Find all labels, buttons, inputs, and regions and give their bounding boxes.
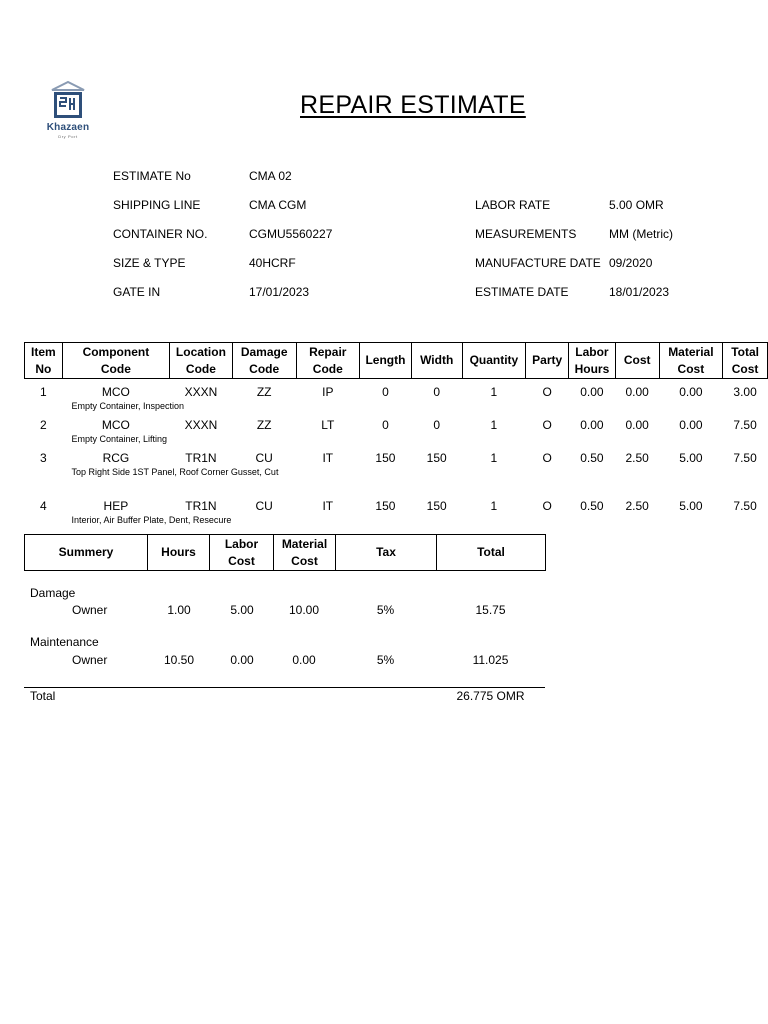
summary-header-total: Total	[437, 535, 546, 571]
length: 150	[375, 451, 396, 465]
items-header-row	[25, 343, 768, 379]
col-header-width: Width	[411, 343, 462, 379]
repair-code: LT	[321, 418, 335, 432]
repair-code: IP	[322, 385, 334, 399]
item-description-row	[25, 434, 768, 445]
material-cost: 5.00	[679, 451, 703, 465]
party: O	[542, 451, 552, 465]
item-no: 3	[40, 451, 47, 465]
grand-total-label: Total	[30, 689, 56, 703]
summary-category-maintenance: Maintenance	[30, 635, 99, 649]
width: 150	[426, 499, 447, 513]
labor-hours: 0.50	[580, 451, 604, 465]
size-type-value: 40HCRF	[249, 256, 296, 270]
repair-code: IT	[322, 451, 334, 465]
cost: 0.00	[625, 418, 649, 432]
summary-header-material-cost: Material Cost	[274, 535, 336, 571]
col-header-total-cost: Total Cost	[723, 343, 768, 379]
width: 0	[433, 385, 441, 399]
damage-code: ZZ	[256, 418, 272, 432]
total-divider	[24, 687, 545, 688]
col-header-length: Length	[360, 343, 412, 379]
damage-code: ZZ	[256, 385, 272, 399]
damage-code: CU	[255, 451, 273, 465]
total-cost: 3.00	[733, 385, 757, 399]
labor-rate-label: LABOR RATE	[475, 198, 551, 212]
labor-rate-value: 5.00 OMR	[609, 198, 664, 212]
container-no-value: CGMU5560227	[249, 227, 333, 241]
component-code: MCO	[101, 385, 130, 399]
item-no: 2	[40, 418, 47, 432]
table-row	[25, 412, 768, 434]
col-header-component-code: Component Code	[62, 343, 169, 379]
material-cost: 5.00	[679, 499, 703, 513]
col-header-labor-hours: Labor Hours	[569, 343, 616, 379]
width: 0	[433, 418, 441, 432]
cost: 2.50	[625, 499, 649, 513]
warehouse-logo-icon	[48, 80, 88, 122]
manufacture-date-value: 09/2020	[609, 256, 653, 270]
component-code: HEP	[103, 499, 129, 513]
estimate-date-label: ESTIMATE DATE	[475, 285, 569, 299]
width: 150	[426, 451, 447, 465]
estimate-no-label: ESTIMATE No	[113, 169, 191, 183]
summary-material-cost: 10.00	[288, 603, 320, 617]
summary-hours: 1.00	[167, 603, 191, 617]
table-row	[25, 493, 768, 515]
summary-labor-cost: 0.00	[230, 653, 254, 667]
material-cost: 0.00	[679, 385, 703, 399]
item-description-row	[25, 467, 768, 493]
col-header-cost: Cost	[615, 343, 659, 379]
estimate-no-value: CMA 02	[249, 169, 292, 183]
col-header-material-cost: Material Cost	[659, 343, 723, 379]
item-description: Empty Container, Inspection	[71, 401, 185, 411]
size-type-label: SIZE & TYPE	[113, 256, 186, 270]
length: 0	[382, 385, 389, 399]
col-header-item-no: Item No	[25, 343, 63, 379]
item-description: Interior, Air Buffer Plate, Dent, Resecure	[71, 515, 232, 525]
labor-hours: 0.00	[580, 385, 604, 399]
measurements-label: MEASUREMENTS	[475, 227, 577, 241]
summary-material-cost: 0.00	[292, 653, 316, 667]
location-code: XXXN	[184, 418, 218, 432]
summary-header-hours: Hours	[148, 535, 210, 571]
summary-category-damage: Damage	[30, 586, 76, 600]
col-header-party: Party	[526, 343, 569, 379]
grand-total-value: 26.775 OMR	[456, 689, 525, 703]
summary-labor-cost: 5.00	[230, 603, 254, 617]
manufacture-date-label: MANUFACTURE DATE	[475, 256, 601, 270]
table-row	[25, 379, 768, 402]
summary-total: 11.025	[472, 653, 509, 667]
gate-in-label: GATE IN	[113, 285, 161, 299]
labor-hours: 0.50	[580, 499, 604, 513]
item-no: 4	[40, 499, 47, 513]
length: 0	[382, 418, 389, 432]
location-code: XXXN	[184, 385, 218, 399]
party: O	[542, 385, 552, 399]
summary-hours: 10.50	[163, 653, 195, 667]
total-cost: 7.50	[733, 418, 757, 432]
shipping-line-label: SHIPPING LINE	[113, 198, 201, 212]
summary-tax: 5%	[376, 603, 395, 617]
container-no-label: CONTAINER NO.	[113, 227, 208, 241]
summary-total: 15.75	[475, 603, 506, 617]
material-cost: 0.00	[679, 418, 703, 432]
repair-items-table	[24, 342, 768, 526]
logo-name: Khazaen	[46, 122, 90, 133]
company-logo	[40, 80, 96, 142]
col-header-damage-code: Damage Code	[232, 343, 296, 379]
item-description: Top Right Side 1ST Panel, Roof Corner Gusset, Cut	[71, 467, 279, 477]
component-code: RCG	[102, 451, 130, 465]
page-title: REPAIR ESTIMATE	[300, 91, 526, 119]
quantity: 1	[490, 499, 498, 513]
logo-subtitle: Dry Port	[58, 134, 78, 139]
location-code: TR1N	[185, 451, 217, 465]
measurements-value: MM (Metric)	[609, 227, 673, 241]
quantity: 1	[490, 451, 498, 465]
repair-code: IT	[322, 499, 334, 513]
cost: 2.50	[625, 451, 649, 465]
quantity: 1	[490, 385, 498, 399]
labor-hours: 0.00	[580, 418, 604, 432]
summary-tax: 5%	[376, 653, 395, 667]
summary-header-labor-cost: Labor Cost	[210, 535, 274, 571]
item-description: Empty Container, Lifting	[71, 434, 168, 444]
damage-code: CU	[255, 499, 273, 513]
item-description-row	[25, 515, 768, 526]
shipping-line-value: CMA CGM	[249, 198, 307, 212]
location-code: TR1N	[185, 499, 217, 513]
summary-party: Owner	[72, 603, 108, 617]
summary-header-tax: Tax	[336, 535, 437, 571]
item-description-row	[25, 401, 768, 412]
total-cost: 7.50	[733, 499, 757, 513]
gate-in-value: 17/01/2023	[249, 285, 310, 299]
estimate-date-value: 18/01/2023	[609, 285, 670, 299]
summary-header-summery: Summery	[25, 535, 148, 571]
length: 150	[375, 499, 396, 513]
col-header-repair-code: Repair Code	[296, 343, 360, 379]
col-header-quantity: Quantity	[462, 343, 526, 379]
table-row	[25, 445, 768, 467]
item-no: 1	[40, 385, 47, 399]
summary-table-header	[24, 534, 546, 571]
quantity: 1	[490, 418, 498, 432]
party: O	[542, 499, 552, 513]
party: O	[542, 418, 552, 432]
total-cost: 7.50	[733, 451, 757, 465]
col-header-location-code: Location Code	[170, 343, 233, 379]
summary-party: Owner	[72, 653, 108, 667]
component-code: MCO	[101, 418, 130, 432]
cost: 0.00	[625, 385, 649, 399]
